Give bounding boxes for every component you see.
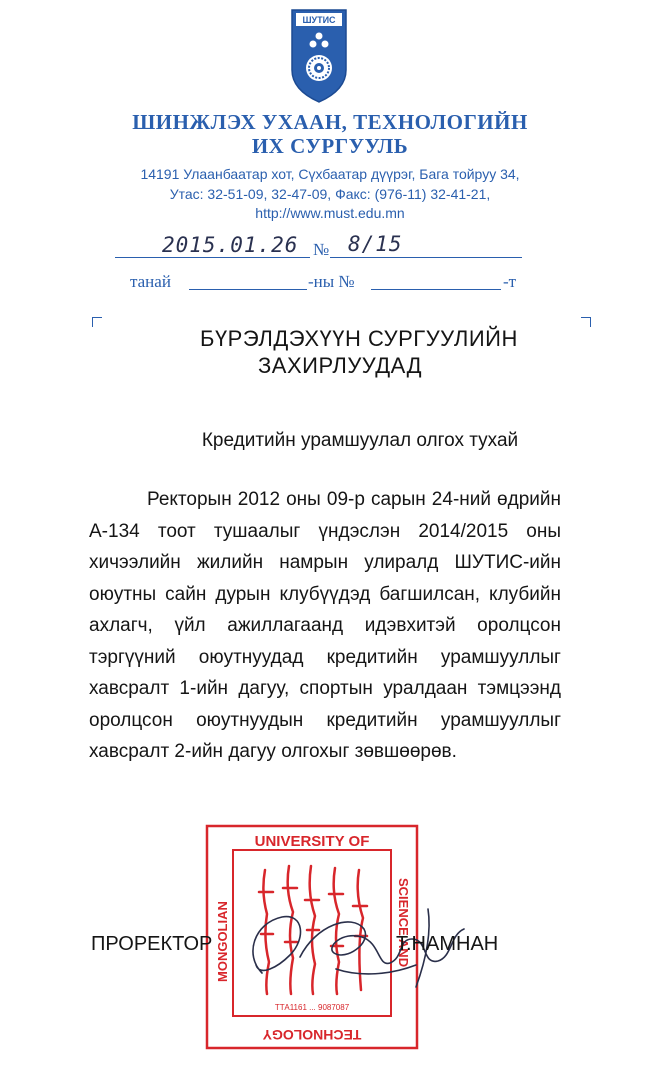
- website-link[interactable]: http://www.must.edu.mn: [255, 205, 405, 221]
- recipient-line2: ЗАХИРЛУУДАД: [258, 353, 422, 378]
- address-line1: 14191 Улаанбаатар хот, Сүхбаатар дүүрэг, Бага тойруу 34,: [140, 166, 520, 182]
- university-logo: [290, 8, 348, 104]
- svg-text:SCIENCE AND: SCIENCE AND: [396, 878, 411, 968]
- address-corner-right: [581, 317, 591, 327]
- registration-number-label: №: [313, 240, 330, 259]
- university-name-line1: ШИНЖЛЭХ УХААН, ТЕХНОЛОГИЙН: [132, 110, 528, 134]
- svg-text:UNIVERSITY OF: UNIVERSITY OF: [254, 833, 370, 850]
- address-line2: Утас: 32-51-09, 32-47-09, Факс: (976-11) 32-41-21,: [169, 186, 491, 202]
- registration-number: 8/15: [348, 232, 403, 256]
- logo-text: ШУТИС: [302, 15, 336, 25]
- university-name-line2: ИХ СУРГУУЛЬ: [251, 134, 409, 158]
- recipient-line1: БҮРЭЛДЭХҮҮН СУРГУУЛИЙН: [200, 326, 518, 351]
- svg-text:MONGOLIAN: MONGOLIAN: [215, 901, 230, 982]
- signatory-title: ПРОРЕКТОР: [91, 933, 213, 955]
- reference-suffix: -т: [503, 272, 517, 291]
- reference-mid: -ны №: [308, 272, 355, 291]
- address-corner-left: [92, 317, 102, 327]
- reference-prefix: танай: [130, 272, 171, 291]
- svg-text:ТТА1161 ... 9087087: ТТА1161 ... 9087087: [274, 1003, 350, 1012]
- number-underline: [330, 257, 522, 258]
- date-underline: [115, 257, 310, 258]
- letter-body: Ректорын 2012 оны 09-р сарын 24-ний өдрийн А-134 тоот тушаалыг үндэслэн 2014/2015 оны хичээлийн жилийн намрын улиралд ШУТИС-ийн оюутны сайн дурын клубүүдэд багшилсан, клубийн ахлагч, үйл ажиллагаанд идэвхитэй оролцсон тэргүүний оюутнуудад кредитийн урамшууллыг хавсралт 1-ийн дагуу, спортын уралдаан тэмцээнд оролцсон оюутнуудын кредитийн урамшууллыг хавсралт 2-ийн дагуу олгохыг зөвшөөрөв.: [89, 489, 561, 762]
- svg-text:TECHNOLOGY: TECHNOLOGY: [262, 1027, 362, 1043]
- letter-subject: Кредитийн урамшуулал олгох тухай: [201, 430, 519, 451]
- registration-date: 2015.01.26: [162, 233, 299, 257]
- signatory-name: Т.НАМНАН: [396, 933, 499, 955]
- reference-date-blank: [189, 289, 307, 290]
- reference-number-blank: [371, 289, 501, 290]
